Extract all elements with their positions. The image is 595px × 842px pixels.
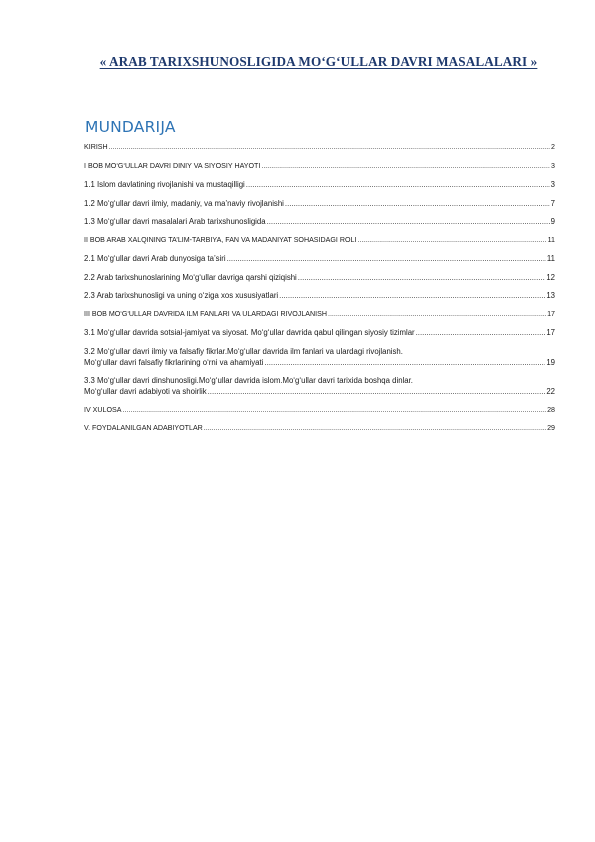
toc-entry-section-3-3[interactable]: [84, 375, 555, 397]
toc-entry-chapter-3[interactable]: [84, 309, 555, 320]
toc-dot-leader: [204, 423, 546, 434]
toc-entry-label-line2: Mo‘g‘ullar davri adabiyoti va shoirlik: [84, 387, 207, 396]
toc-dot-leader: [298, 272, 546, 283]
toc-entry-chapter-2[interactable]: [84, 235, 555, 246]
toc-entry-page: 19: [546, 357, 555, 367]
toc-entry-label: 2.1 Mo‘g‘ullar davri Arab dunyosiga ta’siri: [84, 254, 226, 263]
toc-entry-page: 3: [550, 180, 555, 189]
toc-entry-label: KIRISH: [84, 143, 108, 151]
toc-dot-leader: [227, 253, 546, 264]
toc-dot-leader: [328, 309, 546, 320]
toc-entry-label: 1.1 Islom davlatining rivojlanishi va mustaqilligi: [84, 180, 245, 189]
toc-entry-label: I BOB MO‘G‘ULLAR DAVRI DINIY VA SIYOSIY HAYOTI: [84, 161, 261, 170]
toc-dot-leader: [285, 198, 550, 209]
toc-entry-label: V. FOYDALANILGAN ADABIYOTLAR: [84, 424, 203, 432]
toc-dot-leader: [279, 290, 545, 301]
toc-entry-label: 3.1 Mo‘g‘ullar davrida sotsial-jamiyat va siyosat. Mo‘g‘ullar davrida qabul qilingan siyosiy tizimlar: [84, 328, 415, 337]
toc-entry-page: 22: [546, 387, 555, 396]
toc-entry-label: IV XULOSA: [84, 405, 122, 414]
toc-entry-kirish[interactable]: [84, 142, 555, 153]
toc-dot-leader: [416, 327, 546, 338]
toc-dot-leader: [267, 216, 550, 227]
toc-entry-page: 7: [550, 198, 555, 208]
document-title: « ARAB TARIXSHUNOSLIGIDA MO‘G‘ULLAR DAVRI MASALALARI »: [99, 54, 538, 69]
toc-entry-label-line2: Mo‘g‘ullar davri falsafiy fikrlarining o‘rni va ahamiyati: [84, 357, 264, 367]
toc-dot-leader: [264, 357, 545, 368]
toc-dot-leader: [246, 179, 550, 190]
toc-dot-leader: [109, 142, 550, 153]
toc-entry-label: 2.2 Arab tarixshunoslarining Mo‘g‘ullar davriga qarshi qiziqishi: [84, 272, 297, 282]
toc-entry-page: 28: [547, 405, 555, 414]
toc-entry-adabiyotlar[interactable]: [84, 423, 555, 434]
table-of-contents: [84, 142, 555, 434]
toc-entry-label-line1: 3.2 Mo‘g‘ullar davri ilmiy va falsafiy fikrlar.Mo‘g‘ullar davrida ilm fanlari va ulardagi rivojlanish.: [84, 346, 403, 356]
toc-entry-xulosa[interactable]: [84, 405, 555, 416]
toc-entry-label-line1: 3.3 Mo‘g‘ullar davri dinshunosligi.Mo‘g‘ullar davrida islom.Mo‘g‘ullar davri tarixida boshqa dinlar.: [84, 376, 413, 385]
toc-entry-section-2-2[interactable]: [84, 272, 555, 283]
toc-dot-leader: [357, 235, 546, 246]
toc-entry-page: 12: [546, 272, 555, 282]
toc-entry-label: II BOB ARAB XALQINING TA’LIM-TARBIYA, FAN VA MADANIYAT SOHASIDAGI ROLI: [84, 235, 357, 244]
toc-entry-page: 13: [546, 291, 555, 300]
toc-dot-leader: [261, 161, 550, 172]
toc-entry-page: 17: [546, 328, 555, 337]
toc-entry-page: 29: [547, 424, 555, 432]
toc-entry-section-3-2[interactable]: [84, 346, 555, 368]
toc-entry-page: 2: [551, 143, 555, 151]
toc-entry-section-1-1[interactable]: [84, 179, 555, 190]
toc-entry-section-3-1[interactable]: [84, 327, 555, 338]
toc-entry-page: 17: [547, 309, 555, 318]
toc-entry-section-2-3[interactable]: [84, 290, 555, 301]
toc-dot-leader: [122, 405, 546, 416]
toc-entry-chapter-1[interactable]: [84, 161, 555, 172]
toc-entry-section-2-1[interactable]: [84, 253, 555, 264]
toc-entry-label: III BOB MO‘G‘ULLAR DAVRIDA ILM FANLARI VA ULARDAGI RIVOJLANISH: [84, 309, 327, 318]
toc-entry-label: 1.2 Mo‘g‘ullar davri ilmiy, madaniy, va ma’naviy rivojlanishi: [84, 198, 284, 208]
toc-entry-label: 2.3 Arab tarixshunosligi va uning o‘ziga xos xususiyatlari: [84, 291, 279, 300]
toc-entry-page: 3: [551, 161, 555, 170]
toc-entry-section-1-3[interactable]: [84, 216, 555, 227]
toc-entry-page: 11: [546, 254, 555, 263]
toc-entry-page: 11: [547, 235, 555, 244]
toc-heading: MUNDARIJA: [85, 118, 176, 136]
toc-dot-leader: [208, 386, 546, 397]
toc-entry-page: 9: [550, 217, 555, 226]
toc-entry-section-1-2[interactable]: [84, 198, 555, 209]
toc-entry-label: 1.3 Mo‘g‘ullar davri masalalari Arab tarixshunosligida: [84, 217, 266, 226]
